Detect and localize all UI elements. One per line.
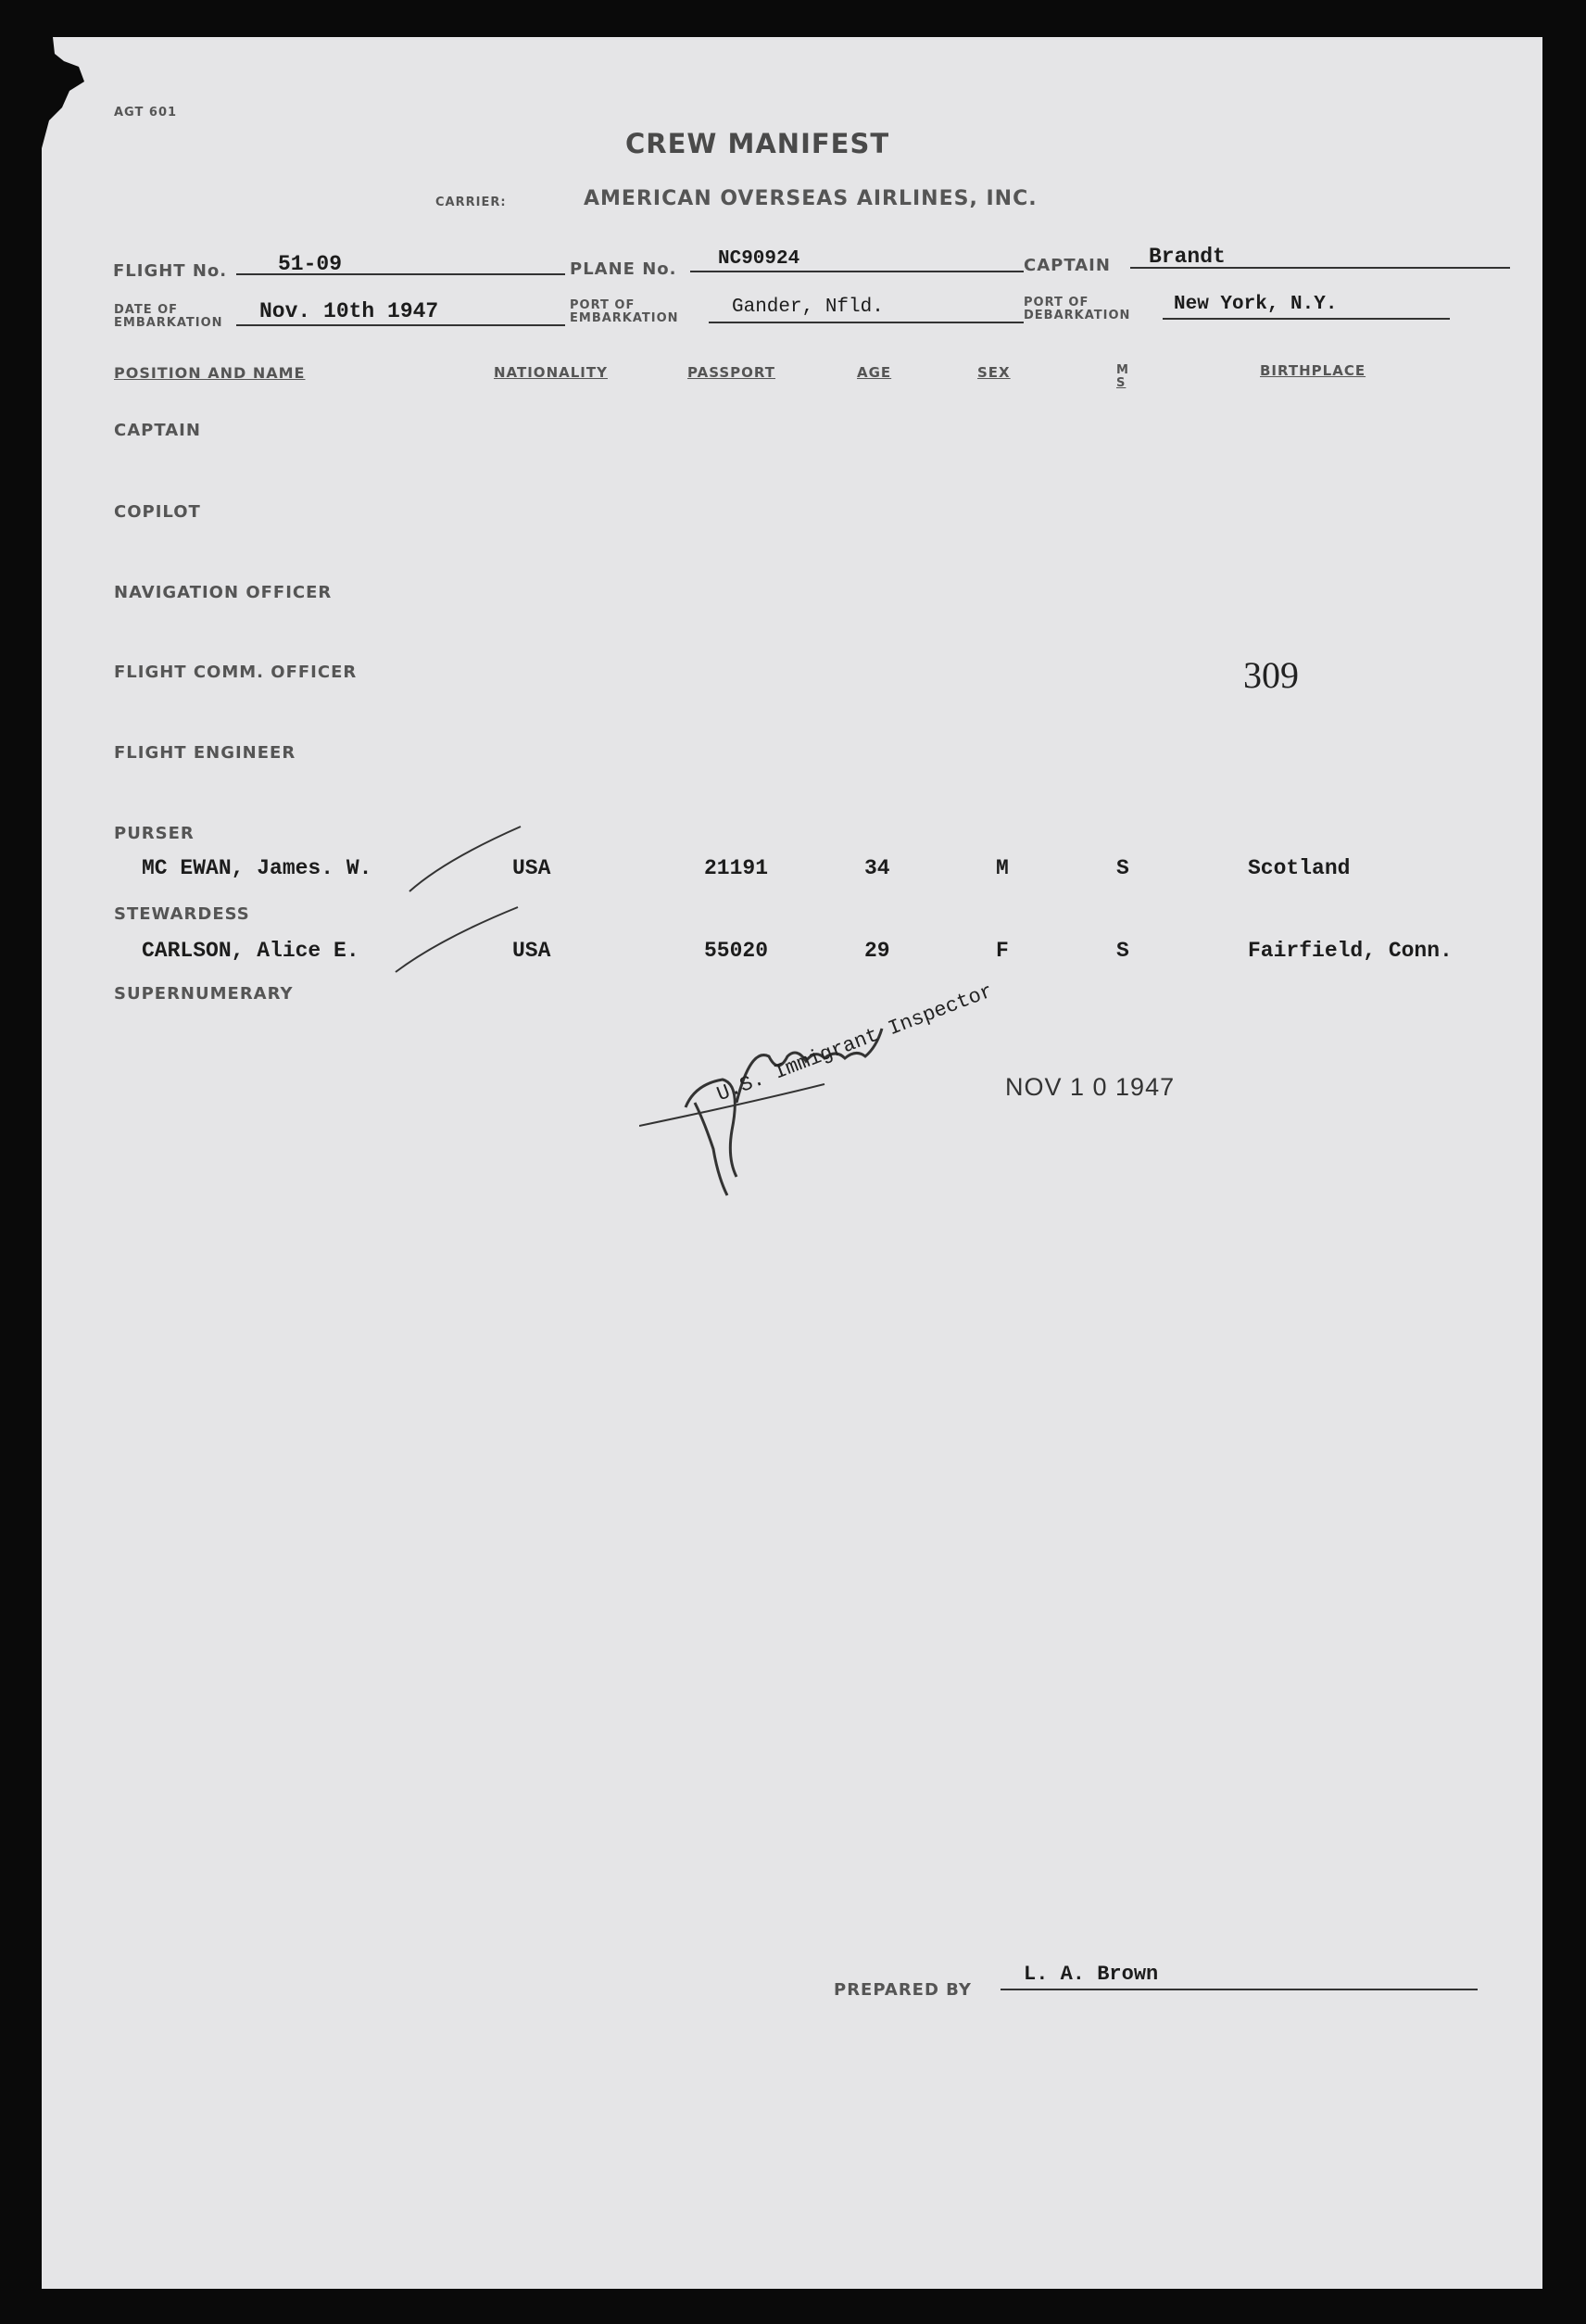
- crew-age: 29: [864, 939, 890, 963]
- crew-passport: 55020: [704, 939, 769, 963]
- crew-name: CARLSON, Alice E.: [142, 939, 359, 963]
- col-sex: SEX: [977, 364, 1011, 381]
- check-mark: [394, 903, 523, 978]
- debark-port-line: [1163, 318, 1450, 320]
- crew-nationality: USA: [512, 939, 551, 963]
- flight-line: [236, 273, 565, 275]
- embark-port-label-2: EMBARKATION: [570, 311, 679, 325]
- plane-label: PLANE No.: [570, 259, 677, 279]
- col-age: AGE: [857, 364, 892, 381]
- flight-number: 51-09: [278, 252, 343, 276]
- check-mark: [408, 823, 528, 897]
- carrier-label: CARRIER:: [435, 196, 507, 209]
- date-label-1: DATE OF: [114, 303, 179, 317]
- col-birthplace: BIRTHPLACE: [1260, 362, 1366, 379]
- crew-sex: F: [996, 939, 1009, 963]
- col-position: POSITION AND NAME: [114, 364, 306, 382]
- page-number: 309: [1243, 654, 1299, 696]
- debark-port: New York, N.Y.: [1174, 294, 1338, 315]
- carrier-name: AMERICAN OVERSEAS AIRLINES, INC.: [584, 187, 1038, 210]
- position-supernumerary: SUPERNUMERARY: [114, 984, 294, 1004]
- form-code: AGT 601: [114, 106, 178, 120]
- stamp-date: NOV 1 0 1947: [1005, 1073, 1176, 1101]
- date-label-2: EMBARKATION: [114, 316, 223, 330]
- plane-line: [690, 271, 1024, 272]
- embark-port: Gander, Nfld.: [732, 297, 884, 318]
- crew-nationality: USA: [512, 856, 551, 880]
- crew-birthplace: Scotland: [1248, 856, 1351, 880]
- crew-marital: S: [1116, 856, 1129, 880]
- embark-port-line: [709, 322, 1024, 323]
- position-copilot: COPILOT: [114, 502, 201, 522]
- debark-port-label-2: DEBARKATION: [1024, 309, 1131, 322]
- plane-number: NC90924: [718, 248, 800, 270]
- captain-label: CAPTAIN: [1024, 256, 1111, 275]
- inspector-stamp: U.S. Immigrant Inspector: [713, 979, 997, 1107]
- position-flight-comm-officer: FLIGHT COMM. OFFICER: [114, 663, 358, 682]
- debark-port-label-1: PORT OF: [1024, 296, 1089, 309]
- crew-name: MC EWAN, James. W.: [142, 856, 372, 880]
- inspector-signature: [639, 991, 1047, 1205]
- torn-corner: [42, 37, 116, 148]
- embarkation-date: Nov. 10th 1947: [259, 299, 439, 323]
- prepared-by-label: PREPARED BY: [834, 1980, 972, 2000]
- captain-name: Brandt: [1149, 245, 1226, 269]
- manifest-page: [42, 37, 1542, 2289]
- position-captain: CAPTAIN: [114, 421, 201, 440]
- prepared-by-line: [1001, 1989, 1478, 1990]
- crew-birthplace: Fairfield, Conn.: [1248, 939, 1453, 963]
- position-flight-engineer: FLIGHT ENGINEER: [114, 743, 296, 763]
- crew-passport: 21191: [704, 856, 769, 880]
- position-stewardess: STEWARDESS: [114, 904, 250, 924]
- position-purser: PURSER: [114, 824, 195, 843]
- position-navigation-officer: NAVIGATION OFFICER: [114, 583, 333, 602]
- date-line: [236, 324, 565, 326]
- flight-label: FLIGHT No.: [113, 261, 228, 281]
- crew-sex: M: [996, 856, 1009, 880]
- captain-line: [1130, 267, 1510, 269]
- col-nationality: NATIONALITY: [494, 364, 608, 381]
- crew-marital: S: [1116, 939, 1129, 963]
- embark-port-label-1: PORT OF: [570, 298, 636, 312]
- col-single: S: [1116, 376, 1127, 390]
- page-title: CREW MANIFEST: [625, 128, 890, 159]
- prepared-by-name: L. A. Brown: [1024, 1963, 1159, 1986]
- col-passport: PASSPORT: [687, 364, 776, 381]
- crew-age: 34: [864, 856, 890, 880]
- col-married: M: [1116, 363, 1129, 377]
